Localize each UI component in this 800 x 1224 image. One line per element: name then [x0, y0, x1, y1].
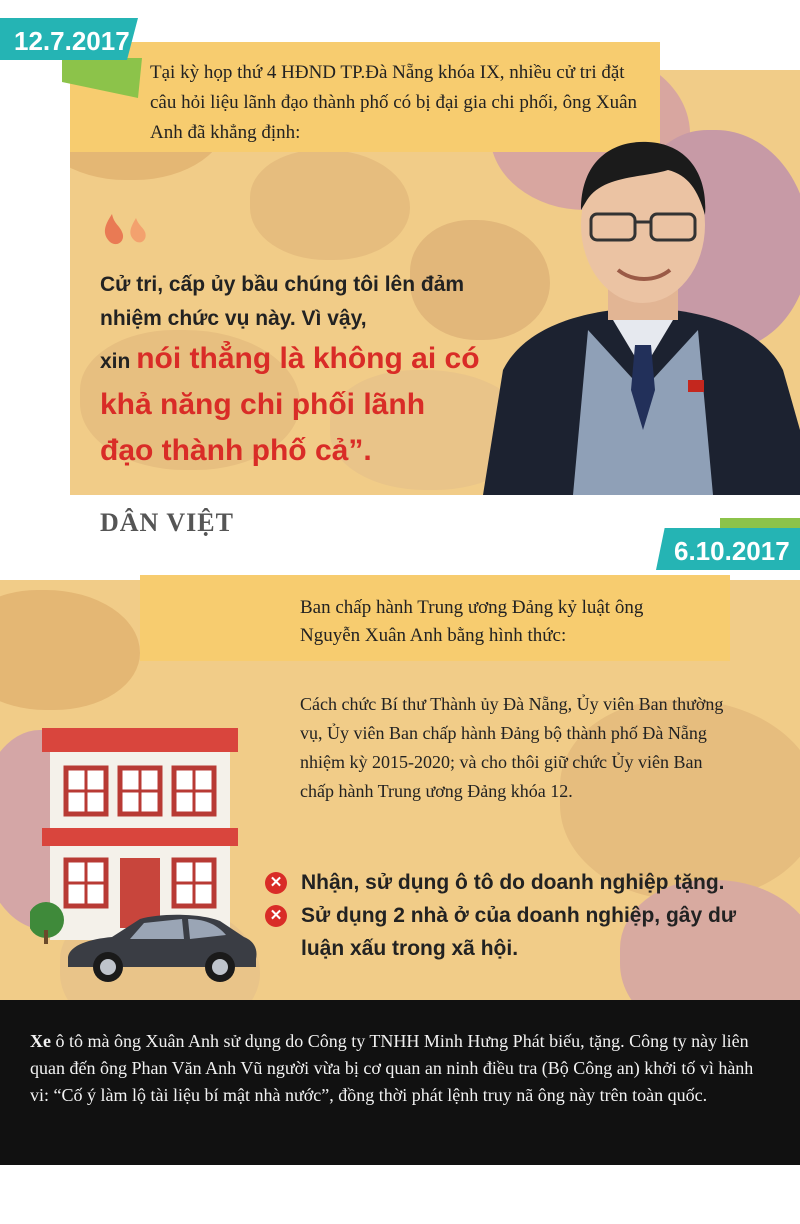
- reason-text: Nhận, sử dụng ô tô do doanh nghiệp tặng.: [301, 871, 725, 894]
- car-icon: [60, 905, 260, 985]
- quote-block: [100, 268, 480, 474]
- discipline-details: Cách chức Bí thư Thành ủy Đà Nẵng, Ủy viên Ban thường vụ, Ủy viên Ban chấp hành Đảng bộ thành phố Đà Nẵng nhiệm kỳ 2015-2020; và cho thôi giữ chức Ủy viên Ban chấp hành Trung ương Đảng khóa 12.: [300, 694, 724, 801]
- date-ribbon-2: [650, 518, 800, 578]
- reason-item: [265, 866, 745, 899]
- reason-item: [265, 899, 745, 965]
- quote-highlight: nói thẳng là không ai có khả năng chi phối lãnh đạo thành phố cả”.: [100, 342, 480, 467]
- note-lead: Xe: [30, 1031, 51, 1051]
- note-body: ô tô mà ông Xuân Anh sử dụng do Công ty TNHH Minh Hưng Phát biếu, tặng. Công ty này liên quan đến ông Phan Văn Anh Vũ người vừa bị cơ quan an ninh điều tra (Bộ Công an) khởi tố vì hành vi: “Cố ý làm lộ tài liệu bí mật nhà nước”, đồng thời phát lệnh truy nã ông này trên toàn quốc.: [30, 1031, 754, 1105]
- quote-icon: [100, 210, 160, 250]
- date-ribbon-1: [0, 18, 140, 64]
- quote-line: Cử tri, cấp ủy bầu chúng tôi lên đảm nhiệm chức vụ này. Vì vậy,: [100, 273, 465, 330]
- dan-viet-logo: DÂN VIỆT: [100, 508, 234, 537]
- x-circle-icon: ✕: [265, 872, 287, 894]
- note-text: [30, 1028, 775, 1109]
- date-label-1: 12.7.2017: [14, 26, 130, 56]
- quote-prefix: xin: [100, 350, 137, 373]
- reason-text: Sử dụng 2 nhà ở của doanh nghiệp, gây dư luận xấu trong xã hội.: [301, 904, 737, 960]
- portrait-photo: [483, 130, 800, 495]
- date-label-2: 6.10.2017: [674, 536, 790, 566]
- x-circle-icon: ✕: [265, 905, 287, 927]
- discipline-intro: Ban chấp hành Trung ương Đảng kỷ luật ông Nguyễn Xuân Anh bằng hình thức:: [300, 597, 644, 646]
- intro-text: Tại kỳ họp thứ 4 HĐND TP.Đà Nẵng khóa IX, nhiều cử tri đặt câu hỏi liệu lãnh đạo thành phố có bị đại gia chi phối, ông Xuân Anh đã khẳng định:: [150, 62, 638, 143]
